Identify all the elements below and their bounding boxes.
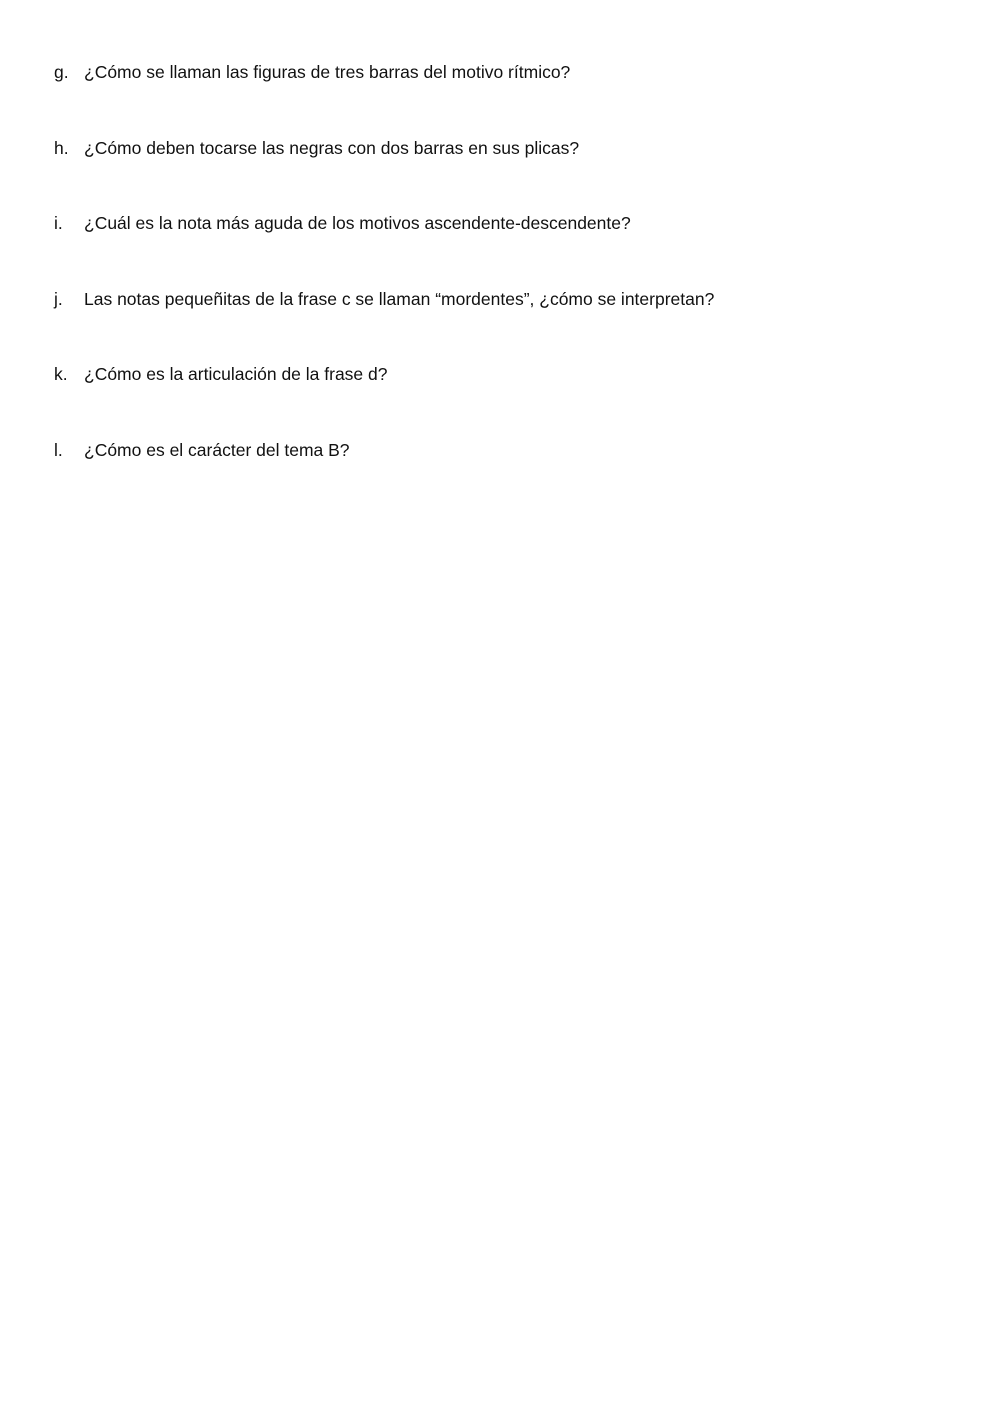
question-letter: g.	[54, 62, 69, 82]
question-letter: h.	[54, 137, 69, 158]
question-item-h	[54, 136, 954, 212]
question-list	[54, 60, 954, 513]
question-letter: k.	[54, 364, 68, 384]
question-item-j	[54, 287, 954, 363]
question-text: ¿Cómo deben tocarse las negras con dos barras en sus plicas?	[84, 137, 580, 158]
question-text: ¿Cómo es el carácter del tema B?	[84, 439, 350, 460]
question-text: Las notas pequeñitas de la frase c se llaman “mordentes”, ¿cómo se interpretan?	[84, 288, 715, 309]
question-item-k	[54, 362, 954, 438]
question-letter: i.	[54, 213, 63, 233]
question-text: ¿Cómo se llaman las figuras de tres barras del motivo rítmico?	[84, 62, 571, 82]
question-item-l	[54, 438, 954, 514]
question-text: ¿Cómo es la articulación de la frase d?	[84, 364, 388, 384]
question-item-i	[54, 211, 954, 287]
question-item-g	[54, 60, 954, 136]
question-letter: l.	[54, 439, 63, 460]
question-text: ¿Cuál es la nota más aguda de los motivos ascendente-descendente?	[84, 213, 631, 233]
question-letter: j.	[54, 288, 63, 309]
